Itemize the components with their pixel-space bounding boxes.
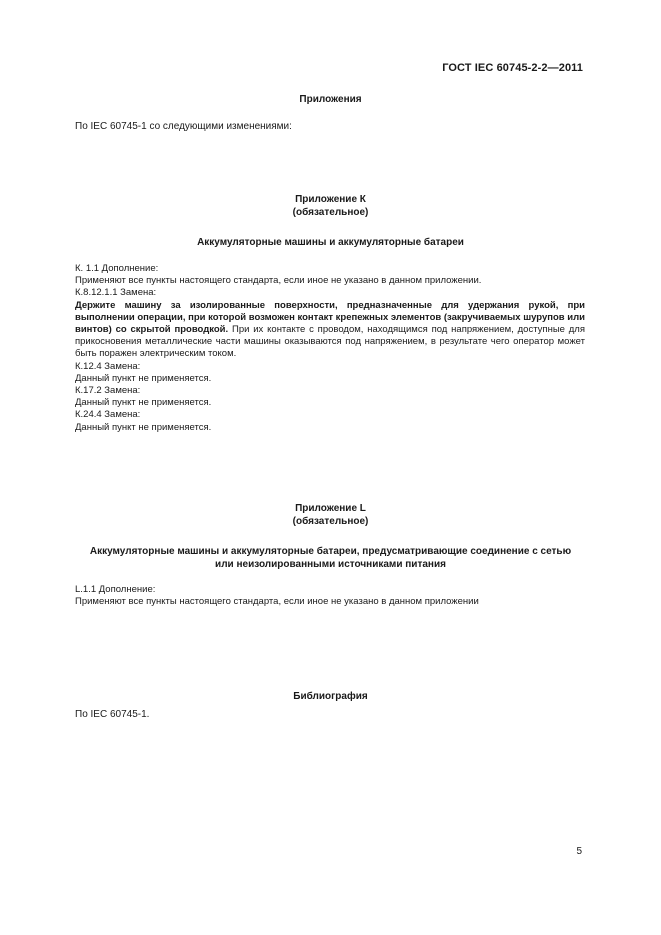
k8-label: К.8.12.1.1 Замена:	[75, 287, 157, 299]
k124-label: К.12.4 Замена:	[75, 360, 141, 372]
annex-k-body	[75, 263, 585, 434]
k244-text: Данный пункт не применяется.	[75, 421, 212, 433]
l11-text: Применяют все пункты настоящего стандарта, если иное не указано в данном приложении	[75, 596, 479, 608]
annex-l-body	[75, 584, 585, 608]
k124-text: Данный пункт не применяется.	[75, 372, 212, 384]
annex-k-heading: Аккумуляторные машины и аккумуляторные батареи	[197, 237, 464, 248]
bibliography-title: Библиография	[293, 691, 368, 702]
annex-l-title: Приложение L	[295, 503, 366, 514]
k8-paragraph	[75, 300, 585, 361]
annex-k-title: Приложение К	[295, 194, 366, 205]
appendices-title: Приложения	[299, 94, 362, 105]
l11-label: L.1.1 Дополнение:	[75, 584, 156, 595]
annex-k-status: (обязательное)	[292, 207, 369, 218]
k172-label: К.17.2 Замена:	[75, 385, 141, 397]
k172-text: Данный пункт не применяется.	[75, 397, 212, 409]
annex-l-heading-line1: Аккумуляторные машины и аккумуляторные батареи, предусматривающие соединение с сетью	[89, 546, 572, 557]
k244-label: К.24.4 Замена:	[75, 409, 141, 421]
k8-warning-bold: Держите машину за изолированные поверхности, предназначенные для удержания рукой, при выполнении операции, при которой возможен контакт крепежных элементов (закручиваемых шурупов или винтов) со скрытой проводкой.	[75, 299, 585, 336]
page-number: 5	[576, 846, 582, 857]
bibliography-text: По IEC 60745-1.	[75, 709, 150, 720]
intro-text: По IEC 60745-1 со следующими изменениями:	[75, 121, 292, 132]
k111-text: Применяют все пункты настоящего стандарта, если иное не указано в данном приложении.	[75, 275, 482, 287]
document-header: ГОСТ IEC 60745-2-2—2011	[442, 62, 583, 74]
k8-explanation: При их контакте с проводом, находящимся под напряжением, доступные для прикосновения металлические части машины оказываются под напряжением, в результате чего оператор может быть поражен электрическим током.	[75, 324, 585, 360]
k111-label: К. 1.1 Дополнение:	[75, 263, 159, 274]
annex-l-status: (обязательное)	[292, 516, 369, 527]
annex-l-heading-line2: или неизолированными источниками питания	[215, 559, 446, 570]
